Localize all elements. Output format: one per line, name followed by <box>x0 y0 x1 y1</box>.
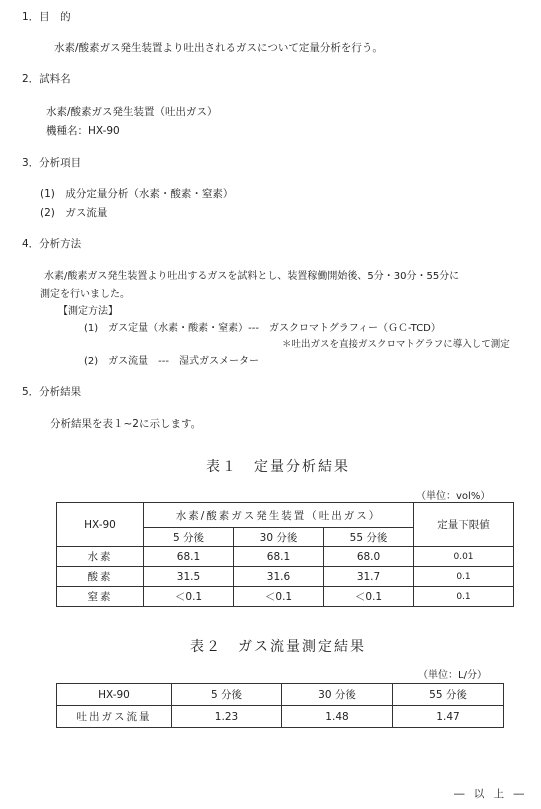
row-label: 水素 <box>57 547 144 567</box>
cell-value: 31.7 <box>324 567 414 587</box>
cell-value: 1.48 <box>282 706 393 728</box>
cell-value: 1.47 <box>393 706 504 728</box>
cell-value: 31.6 <box>234 567 324 587</box>
row-label: 吐出ガス流量 <box>57 706 172 728</box>
analysis-item-1: (1) 成分定量分析（水素・酸素・窒素） <box>40 188 234 200</box>
model-name: 機種名：HX-90 <box>46 125 120 137</box>
table-1-limit-header: 定量下限値 <box>414 503 514 547</box>
cell-value: 1.23 <box>172 706 282 728</box>
cell-value: ＜0.1 <box>144 587 234 607</box>
section-5-heading: 5．分析結果 <box>22 386 82 398</box>
table-2-unit: （単位：L/分） <box>418 670 487 681</box>
table-1 <box>56 502 514 607</box>
section-4-heading: 4．分析方法 <box>22 238 82 250</box>
closing-mark: ― 以 上 ― <box>454 788 528 800</box>
table-row <box>57 706 504 728</box>
section-3-heading: 3．分析項目 <box>22 157 82 169</box>
section-2-heading: 2．試料名 <box>22 73 71 85</box>
cell-value: ＜0.1 <box>324 587 414 607</box>
cell-value: 68.0 <box>324 547 414 567</box>
method-body-line-1: 水素/酸素ガス発生装置より吐出するガスを試料とし、装置稼働開始後、5分・30分・55分に <box>44 271 460 282</box>
table-1-unit: （単位：vol%） <box>416 491 491 502</box>
cell-value: 31.5 <box>144 567 234 587</box>
section-1-body: 水素/酸素ガス発生装置より吐出されるガスについて定量分析を行う。 <box>54 42 383 54</box>
cell-limit: 0.1 <box>414 587 514 607</box>
table-1-group-header: 水素/酸素ガス発生装置（吐出ガス） <box>144 503 414 528</box>
table-2-col-header: 55 分後 <box>393 684 504 706</box>
row-label: 窒素 <box>57 587 144 607</box>
cell-value: ＜0.1 <box>234 587 324 607</box>
cell-value: 68.1 <box>234 547 324 567</box>
table-1-col-header: 5 分後 <box>144 528 234 547</box>
table-1-caption: 表１ 定量分析結果 <box>206 459 350 475</box>
method-label: 【測定方法】 <box>58 306 118 317</box>
cell-limit: 0.1 <box>414 567 514 587</box>
table-2-caption: 表２ ガス流量測定結果 <box>190 639 366 655</box>
table-row <box>57 547 514 567</box>
analysis-item-2: (2) ガス流量 <box>40 207 108 219</box>
row-label: 酸素 <box>57 567 144 587</box>
method-body-line-2: 測定を行いました。 <box>40 289 130 300</box>
section-1-heading: 1．目 的 <box>22 11 71 23</box>
method-1-note: ＊吐出ガスを直接ガスクロマトグラフに導入して測定 <box>282 339 510 350</box>
table-1-col-header: 55 分後 <box>324 528 414 547</box>
table-2-col-header: 5 分後 <box>172 684 282 706</box>
cell-value: 68.1 <box>144 547 234 567</box>
table-row <box>57 567 514 587</box>
table-1-model-header: HX-90 <box>57 503 144 547</box>
table-1-col-header: 30 分後 <box>234 528 324 547</box>
table-2-col-header: 30 分後 <box>282 684 393 706</box>
table-2 <box>56 683 504 728</box>
sample-name: 水素/酸素ガス発生装置（吐出ガス） <box>46 106 218 118</box>
section-5-body: 分析結果を表１~2に示します。 <box>50 418 202 430</box>
table-2-model-header: HX-90 <box>57 684 172 706</box>
method-2: (2) ガス流量 --- 湿式ガスメーター <box>84 356 259 367</box>
method-1: (1) ガス定量（水素・酸素・窒素）--- ガスクロマトグラフィー（ＧＣ-TCD） <box>84 323 441 334</box>
table-row <box>57 587 514 607</box>
cell-limit: 0.01 <box>414 547 514 567</box>
